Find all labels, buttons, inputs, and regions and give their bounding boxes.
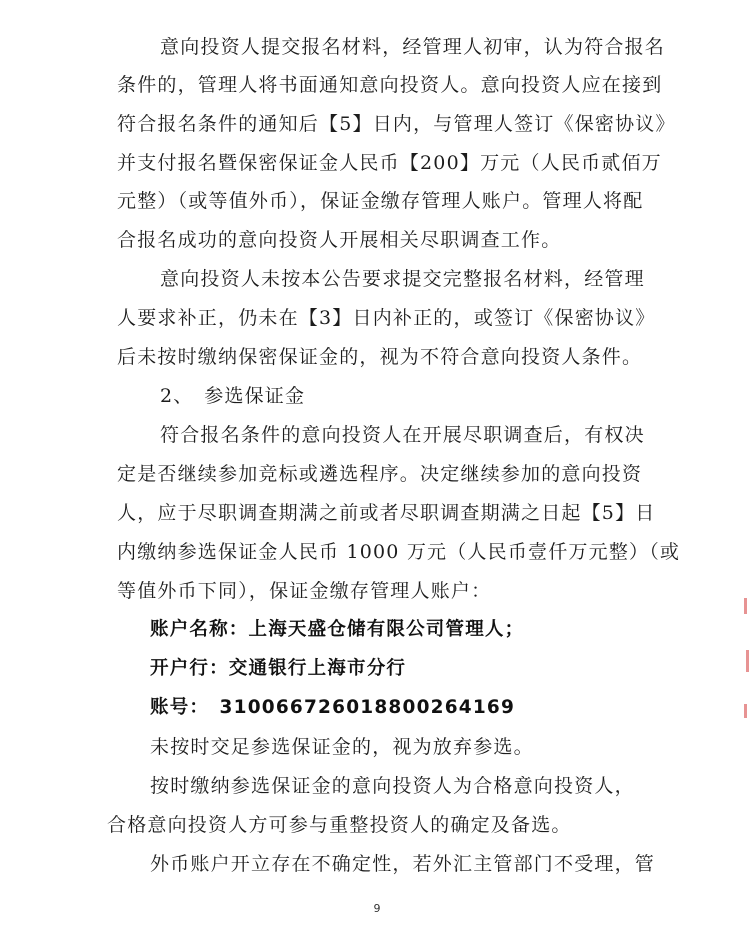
paragraph-line-3: 符合报名条件的通知后【5】日内，与管理人签订《保密协议》 <box>117 113 676 135</box>
paragraph-line-8: 人要求补正，仍未在【3】日内补正的，或签订《保密协议》 <box>117 307 656 329</box>
page-number: 9 <box>373 902 381 915</box>
paragraph-line-20: 按时缴纳参选保证金的意向投资人为合格意向投资人， <box>150 775 635 797</box>
paragraph-line-7: 意向投资人未按本公告要求提交完整报名材料，经管理 <box>160 268 645 290</box>
paragraph-line-6: 合报名成功的意向投资人开展相关尽职调查工作。 <box>117 229 562 251</box>
paragraph-line-4: 并支付报名暨保密保证金人民币【200】万元（人民币贰佰万 <box>117 152 662 174</box>
paragraph-line-11: 符合报名条件的意向投资人在开展尽职调查后，有权决 <box>160 424 645 446</box>
paragraph-line-22: 外币账户开立存在不确定性，若外汇主管部门不受理，管 <box>150 853 656 875</box>
paragraph-line-15: 等值外币下同），保证金缴存管理人账户： <box>117 580 492 602</box>
stamp-edge-mark <box>746 650 749 672</box>
paragraph-line-1: 意向投资人提交报名材料，经管理人初审，认为符合报名 <box>160 36 666 58</box>
section-heading: 2、 参选保证金 <box>160 385 306 407</box>
account-number: 账号： 31006672601880026416​9 <box>150 697 516 718</box>
paragraph-line-9: 后未按时缴纳保密保证金的，视为不符合意向投资人条件。 <box>117 346 643 368</box>
stamp-edge-mark <box>744 704 747 718</box>
paragraph-line-13: 人，应于尽职调查期满之前或者尽职调查期满之日起【5】日 <box>117 502 656 524</box>
paragraph-line-19: 未按时交足参选保证金的，视为放弃参选。 <box>150 736 534 758</box>
account-name: 账户名称：上海天盛仓储有限公司管理人； <box>150 619 525 640</box>
paragraph-line-12: 定是否继续参加竞标或遴选程序。决定继续参加的意向投资 <box>117 463 643 485</box>
paragraph-line-2: 条件的，管理人将书面通知意向投资人。意向投资人应在接到 <box>117 74 663 96</box>
paragraph-line-14: 内缴纳参选保证金人民币 1000 万元（人民币壹仟万元整）（或 <box>117 541 681 563</box>
stamp-edge-mark <box>744 598 747 614</box>
paragraph-line-21: 合格意向投资人方可参与重整投资人的确定及备选。 <box>107 814 572 836</box>
paragraph-line-5: 元整）（或等值外币），保证金缴存管理人账户。管理人将配 <box>117 190 644 212</box>
bank-name: 开户行：交通银行上海市分行 <box>150 658 407 679</box>
